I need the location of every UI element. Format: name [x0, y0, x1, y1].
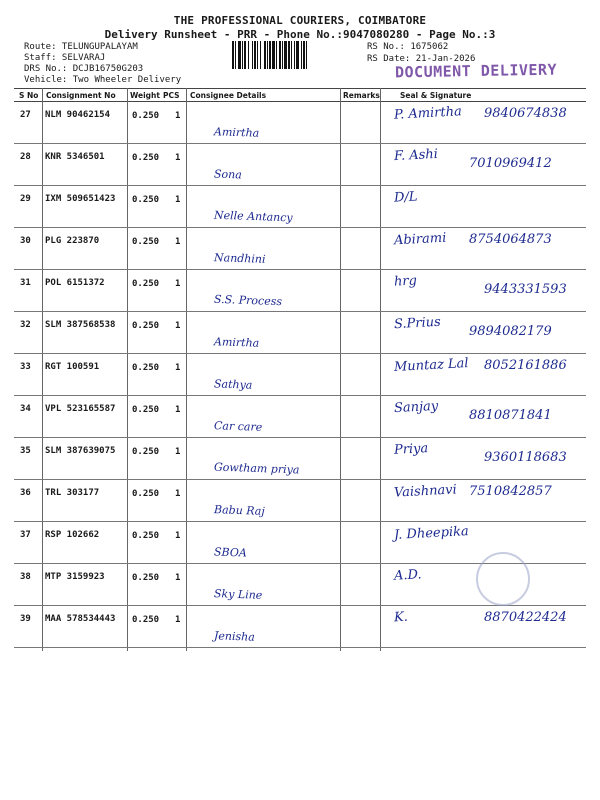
- row-pcs: 1: [175, 237, 181, 247]
- row-pcs: 1: [175, 573, 181, 583]
- row-consignee-name: Sky Line: [213, 587, 263, 602]
- row-sno: 34: [20, 404, 31, 414]
- route-label: Route: TELUNGUPALAYAM: [24, 42, 138, 52]
- row-sno: 32: [20, 320, 31, 330]
- row-weight: 0.250: [132, 321, 160, 331]
- col-header-weight: Weight: [130, 91, 160, 100]
- col-header-consignment: Consignment No: [46, 91, 116, 100]
- col-header-sno: S No: [19, 91, 39, 100]
- row-phone: 7510842857: [469, 484, 552, 499]
- row-pcs: 1: [175, 195, 181, 205]
- row-sno: 31: [20, 278, 31, 288]
- row-signature: P. Amirtha: [393, 104, 463, 123]
- row-pcs: 1: [175, 531, 181, 541]
- row-sno: 37: [20, 530, 31, 540]
- row-sno: 33: [20, 362, 31, 372]
- row-weight: 0.250: [132, 405, 160, 415]
- row-consignee-name: Amirtha: [213, 335, 260, 350]
- row-consignment-no: SLM 387568538: [45, 320, 116, 330]
- row-consignment-no: IXM 509651423: [45, 194, 116, 204]
- table-row: [14, 144, 586, 186]
- row-weight: 0.250: [132, 615, 160, 625]
- col-header-remarks: Remarks: [343, 91, 380, 100]
- barcode: [232, 41, 362, 69]
- row-consignee-name: Sathya: [213, 377, 253, 392]
- row-consignment-no: NLM 90462154: [45, 110, 111, 120]
- row-sno: 39: [20, 614, 31, 624]
- row-sno: 36: [20, 488, 31, 498]
- row-pcs: 1: [175, 363, 181, 373]
- row-consignment-no: SLM 387639075: [45, 446, 116, 456]
- row-sno: 27: [20, 110, 31, 120]
- row-divider: [14, 647, 586, 648]
- row-phone: 9443331593: [484, 282, 567, 297]
- row-weight: 0.250: [132, 195, 160, 205]
- document-delivery-stamp: DOCUMENT DELIVERY: [394, 60, 558, 82]
- row-signature: S.Prius: [393, 314, 442, 333]
- row-consignment-no: RSP 102662: [45, 530, 100, 540]
- row-pcs: 1: [175, 153, 181, 163]
- row-weight: 0.250: [132, 111, 160, 121]
- company-seal: [476, 552, 530, 606]
- row-pcs: 1: [175, 405, 181, 415]
- row-pcs: 1: [175, 489, 181, 499]
- row-signature: F. Ashi: [393, 146, 439, 165]
- row-weight: 0.250: [132, 531, 160, 541]
- row-consignment-no: KNR 5346501: [45, 152, 105, 162]
- row-weight: 0.250: [132, 237, 160, 247]
- row-signature: hrg: [393, 273, 418, 290]
- row-consignee-name: Babu Raj: [213, 503, 265, 518]
- row-consignment-no: TRL 303177: [45, 488, 100, 498]
- table-row: [14, 396, 586, 438]
- table-row: [14, 606, 586, 648]
- row-signature: K.: [393, 609, 409, 626]
- rs-date: RS Date: 21-Jan-2026: [367, 54, 476, 64]
- row-pcs: 1: [175, 321, 181, 331]
- row-signature: Vaishnavi: [393, 482, 458, 501]
- table-top-border: [14, 88, 586, 89]
- row-phone: 9840674838: [484, 106, 567, 121]
- row-phone: 8754064873: [469, 232, 552, 247]
- col-header-pcs: PCS: [163, 91, 180, 100]
- col-header-consignee: Consignee Details: [190, 91, 267, 100]
- row-consignment-no: MTP 3159923: [45, 572, 105, 582]
- row-signature: Muntaz Lal: [393, 356, 469, 375]
- row-weight: 0.250: [132, 279, 160, 289]
- row-signature: D/L: [393, 189, 418, 206]
- table-row: [14, 438, 586, 480]
- row-consignee-name: SBOA: [213, 545, 248, 560]
- row-consignee-name: Nandhini: [213, 251, 266, 266]
- row-consignee-name: Sona: [213, 167, 243, 182]
- table-row: [14, 102, 586, 144]
- col-header-seal: Seal & Signature: [400, 91, 472, 100]
- table-row: [14, 186, 586, 228]
- row-phone: 9360118683: [484, 450, 567, 465]
- row-consignment-no: PLG 223870: [45, 236, 100, 246]
- table-row: [14, 480, 586, 522]
- row-signature: J. Dheepika: [393, 524, 470, 543]
- row-consignee-name: Amirtha: [213, 125, 260, 140]
- staff-label: Staff: SELVARAJ: [24, 53, 106, 63]
- table-row: [14, 270, 586, 312]
- row-weight: 0.250: [132, 447, 160, 457]
- row-sno: 35: [20, 446, 31, 456]
- row-weight: 0.250: [132, 573, 160, 583]
- table-row: [14, 228, 586, 270]
- row-consignee-name: S.S. Process: [213, 292, 283, 309]
- row-signature: Sanjay: [393, 398, 439, 417]
- row-phone: 9894082179: [469, 324, 552, 339]
- row-sno: 38: [20, 572, 31, 582]
- row-sno: 28: [20, 152, 31, 162]
- row-consignment-no: MAA 578534443: [45, 614, 116, 624]
- row-sno: 30: [20, 236, 31, 246]
- row-pcs: 1: [175, 615, 181, 625]
- row-pcs: 1: [175, 447, 181, 457]
- table-row: [14, 354, 586, 396]
- rs-number: RS No.: 1675062: [367, 42, 449, 52]
- row-phone: 8810871841: [469, 408, 552, 423]
- row-consignment-no: RGT 100591: [45, 362, 100, 372]
- row-consignee-name: Nelle Antancy: [213, 208, 293, 225]
- row-consignee-name: Jenisha: [213, 629, 256, 644]
- row-consignment-no: POL 6151372: [45, 278, 105, 288]
- company-title: THE PROFESSIONAL COURIERS, COIMBATORE: [173, 14, 427, 27]
- row-consignment-no: VPL 523165587: [45, 404, 116, 414]
- row-phone: 7010969412: [469, 156, 552, 171]
- vehicle-label: Vehicle: Two Wheeler Delivery: [24, 75, 182, 85]
- row-signature: Abirami: [393, 230, 447, 249]
- barcode-bar: [307, 41, 308, 69]
- row-weight: 0.250: [132, 489, 160, 499]
- row-signature: A.D.: [393, 567, 422, 584]
- row-consignee-name: Car care: [213, 419, 263, 434]
- row-weight: 0.250: [132, 153, 160, 163]
- drs-label: DRS No.: DCJB16750G203: [24, 64, 144, 74]
- row-pcs: 1: [175, 111, 181, 121]
- row-phone: 8052161886: [484, 358, 567, 373]
- row-weight: 0.250: [132, 363, 160, 373]
- runsheet-title: Delivery Runsheet - PRR - Phone No.:9047080280 - Page No.:3: [104, 28, 496, 41]
- row-signature: Priya: [393, 441, 429, 458]
- row-sno: 29: [20, 194, 31, 204]
- row-consignee-name: Gowtham priya: [213, 460, 300, 477]
- row-phone: 8870422424: [484, 610, 567, 625]
- table-row: [14, 312, 586, 354]
- row-pcs: 1: [175, 279, 181, 289]
